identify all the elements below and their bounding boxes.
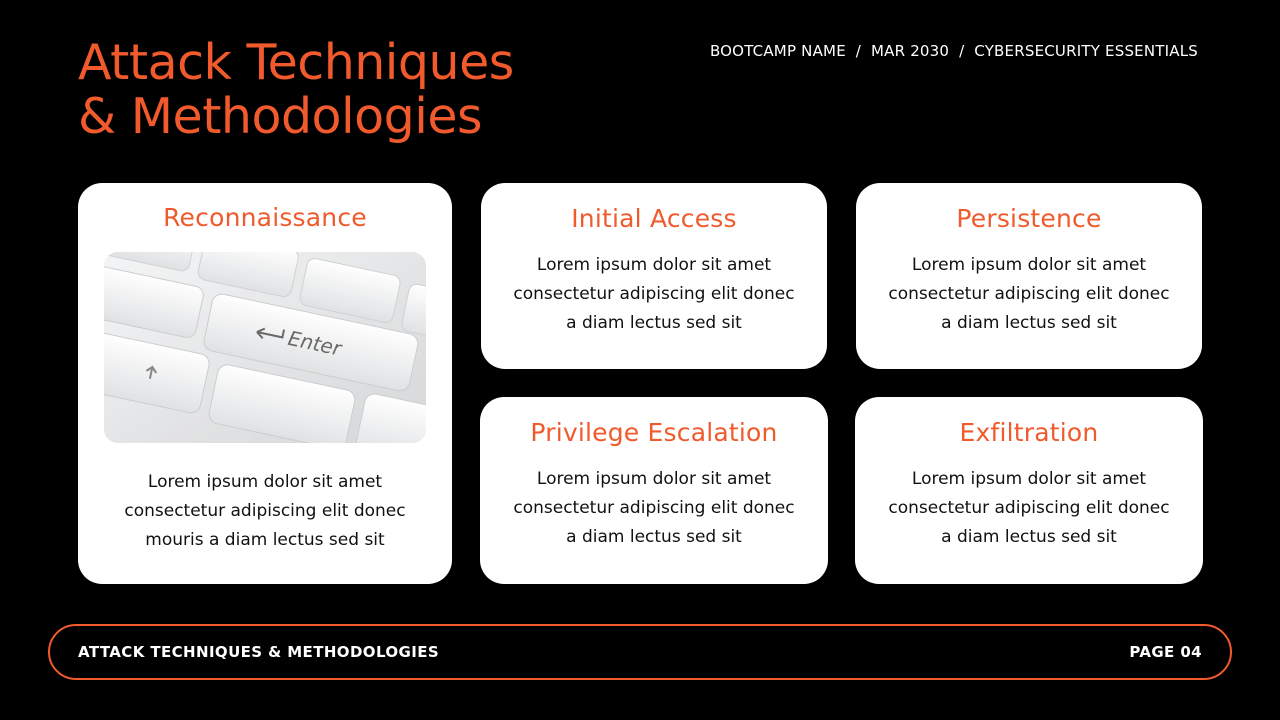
enter-key-label: Enter xyxy=(285,325,344,361)
keyboard-image xyxy=(104,252,426,443)
title-line-2: & Methodologies xyxy=(78,88,483,145)
card-title: Initial Access xyxy=(571,204,737,233)
card-title: Exfiltration xyxy=(959,418,1099,447)
footer-bar xyxy=(48,624,1232,680)
footer-label: ATTACK TECHNIQUES & METHODOLOGIES xyxy=(78,643,440,661)
card-title: Privilege Escalation xyxy=(530,418,778,447)
card-persistence xyxy=(856,183,1202,369)
card-exfiltration xyxy=(855,397,1203,584)
card-description: Lorem ipsum dolor sit amet consectetur adipiscing elit donec a diam lectus sed sit xyxy=(513,469,795,547)
breadcrumb: BOOTCAMP NAME / MAR 2030 / CYBERSECURITY ESSENTIALS xyxy=(709,42,1198,60)
title-line-1: Attack Techniques xyxy=(78,34,514,91)
card-title: Reconnaissance xyxy=(163,203,367,232)
card-reconnaissance xyxy=(78,183,452,584)
card-description: Lorem ipsum dolor sit amet consectetur adipiscing elit donec a diam lectus sed sit xyxy=(513,255,795,333)
page-title xyxy=(78,36,514,144)
card-description: Lorem ipsum dolor sit amet consectetur adipiscing elit donec a diam lectus sed sit xyxy=(888,469,1170,547)
card-description: Lorem ipsum dolor sit amet consectetur adipiscing elit donec a diam lectus sed sit xyxy=(888,255,1170,333)
card-description: Lorem ipsum dolor sit amet consectetur adipiscing elit donec mouris a diam lectus sed sit xyxy=(124,472,406,550)
page-number: PAGE 04 xyxy=(1129,643,1202,661)
card-initial-access xyxy=(481,183,827,369)
card-title: Persistence xyxy=(956,204,1102,233)
card-privilege-escalation xyxy=(480,397,828,584)
